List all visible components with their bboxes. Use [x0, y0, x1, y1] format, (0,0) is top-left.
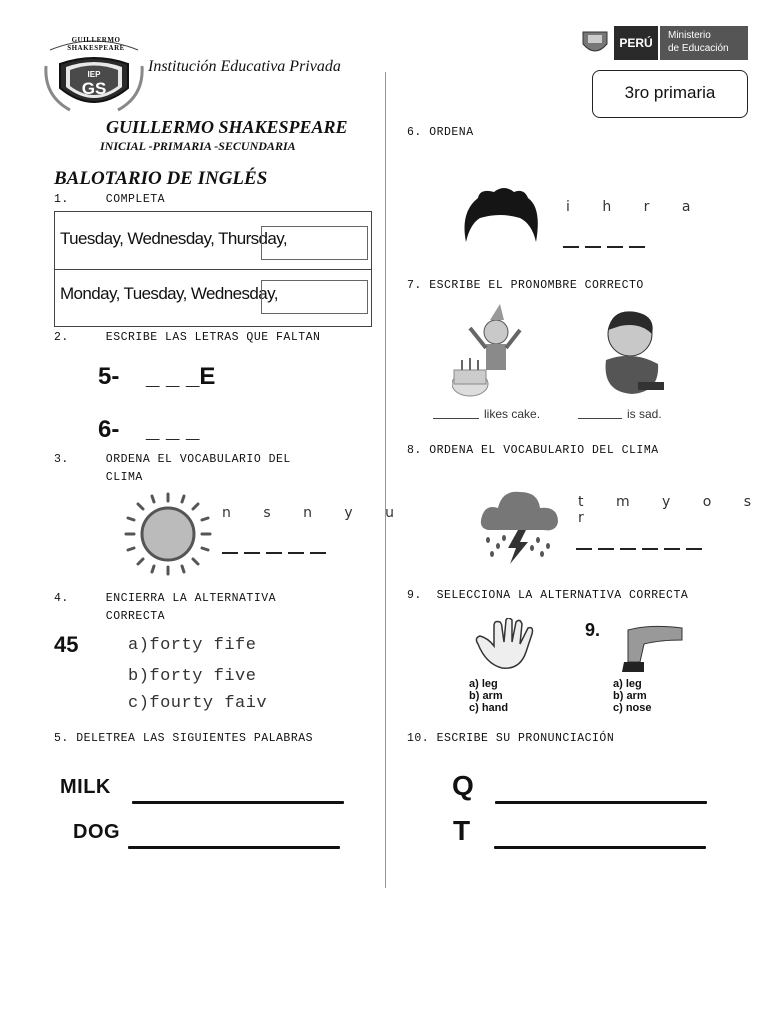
q3-title-line2: CLIMA: [54, 471, 143, 484]
q4-option-c[interactable]: c)fourty faiv: [128, 694, 268, 713]
q1-row1-answer-box[interactable]: [261, 226, 368, 260]
q1-row2-text: Monday, Tuesday, Wednesday,: [60, 284, 278, 303]
sad-boy-icon: [598, 308, 668, 398]
peru-shield-icon: [580, 28, 610, 58]
q9-right-option-a[interactable]: a) leg: [613, 678, 642, 690]
ministry-country: PERÚ: [614, 26, 658, 60]
ministry-logo: [580, 26, 748, 60]
q8-letters: t m y o s r: [578, 494, 766, 526]
q9-image-number: 9.: [585, 620, 601, 640]
q10-letter-q: Q: [452, 770, 474, 801]
ministry-name-line1: Ministerio: [668, 30, 711, 41]
q8-answer-dashes[interactable]: [576, 540, 708, 558]
ministry-name-line2: de Educación: [668, 43, 729, 54]
q7-caption-2: is sad.: [627, 407, 662, 421]
q10-answer-line-t[interactable]: [494, 846, 706, 849]
q9-left-option-c[interactable]: c) hand: [469, 702, 509, 714]
q7-blank-2[interactable]: [578, 418, 622, 419]
q1-row-divider: [55, 269, 371, 270]
ministry-name-box: [660, 26, 748, 60]
hand-icon: [472, 618, 548, 674]
q6-letters: i h r a: [566, 199, 705, 215]
leg-icon: [620, 624, 684, 674]
institution-line: Institución Educativa Privada: [148, 58, 341, 75]
q4-number: 45: [54, 632, 79, 657]
q4-title-line2: CORRECTA: [54, 610, 166, 623]
q8-title: 8. ORDENA EL VOCABULARIO DEL CLIMA: [407, 444, 659, 457]
school-name: GUILLERMO SHAKESPEARE: [106, 117, 348, 137]
q7-caption-1: likes cake.: [484, 407, 541, 421]
q2-item2-blanks: _ _ _: [146, 416, 200, 443]
q3-title-line1: 3. ORDENA EL VOCABULARIO DEL: [54, 453, 291, 466]
q9-left-option-b[interactable]: b) arm: [469, 690, 503, 702]
q3-answer-dashes[interactable]: [222, 544, 332, 562]
q2-title: 2. ESCRIBE LAS LETRAS QUE FALTAN: [54, 331, 321, 344]
seal-initials-top: IEP: [87, 70, 101, 79]
girl-with-cake-icon: [452, 304, 522, 404]
hair-icon: [460, 184, 540, 246]
seal-initials-bottom: GS: [81, 79, 107, 98]
sun-icon: [124, 492, 212, 576]
q3-letters: n s n y u: [222, 505, 408, 521]
grade-label: 3ro primaria: [624, 83, 716, 102]
q7-blank-1[interactable]: [433, 418, 479, 419]
q10-letter-t: T: [453, 815, 471, 846]
q5-word-dog: DOG: [73, 821, 121, 843]
q1-row2-answer-box[interactable]: [261, 280, 368, 314]
seal-arc-text: GUILLERMO SHAKESPEARE: [67, 36, 125, 52]
q9-title: 9. SELECCIONA LA ALTERNATIVA CORRECTA: [407, 589, 689, 602]
storm-cloud-icon: [478, 484, 560, 564]
q5-answer-line-dog[interactable]: [128, 846, 340, 849]
q4-option-a[interactable]: a)forty fife: [128, 636, 257, 655]
q7-title: 7. ESCRIBE EL PRONOMBRE CORRECTO: [407, 279, 644, 292]
school-seal: [40, 36, 148, 116]
column-divider: [385, 72, 386, 888]
q5-title: 5. DELETREA LAS SIGUIENTES PALABRAS: [54, 732, 314, 745]
q5-answer-line-milk[interactable]: [132, 801, 344, 804]
school-levels: INICIAL -PRIMARIA -SECUNDARIA: [100, 139, 296, 153]
q4-option-b[interactable]: b)forty five: [128, 667, 257, 686]
q10-title: 10. ESCRIBE SU PRONUNCIACIÓN: [407, 732, 615, 745]
document-title: BALOTARIO DE INGLÉS: [54, 168, 268, 189]
q6-answer-dashes[interactable]: [563, 238, 651, 256]
q5-word-milk: MILK: [60, 776, 111, 798]
q9-right-option-b[interactable]: b) arm: [613, 690, 647, 702]
q2-item1-number: 5-: [98, 363, 120, 390]
grade-box: [592, 70, 748, 118]
q2-item1-blanks: _ _ _E: [146, 363, 216, 390]
q9-left-option-a[interactable]: a) leg: [469, 678, 498, 690]
q10-answer-line-q[interactable]: [495, 801, 707, 804]
q2-item2-number: 6-: [98, 416, 120, 443]
q4-title-line1: 4. ENCIERRA LA ALTERNATIVA: [54, 592, 277, 605]
q1-title: 1. COMPLETA: [54, 193, 166, 206]
q1-table: [54, 211, 372, 327]
q9-right-option-c[interactable]: c) nose: [613, 702, 652, 714]
q1-row1-text: Tuesday, Wednesday, Thursday,: [60, 229, 288, 248]
q6-title: 6. ORDENA: [407, 126, 474, 139]
